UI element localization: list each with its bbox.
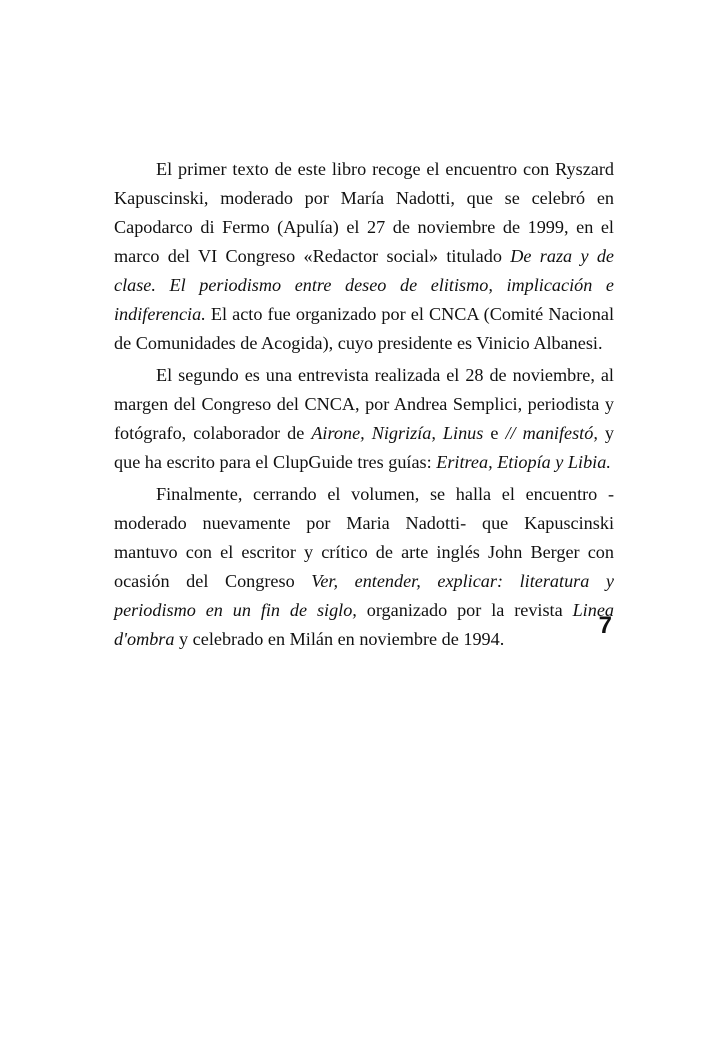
italic-text-run: Ver, entender, explicar: literatura y periodismo en un fin de siglo, xyxy=(114,571,614,620)
italic-text-run: Eritrea, Etiopía y Libia. xyxy=(436,452,611,472)
text-run: El acto fue organizado por el CNCA (Comité Nacional de Comunidades de Acogida), cuyo presidente es Vinicio Albanesi. xyxy=(114,304,614,353)
page-number: 7 xyxy=(598,612,612,639)
italic-text-run: Airone, Nigrizía, Linus xyxy=(311,423,484,443)
paragraph-1 xyxy=(114,155,614,358)
italic-text-run: De raza y de clase. El periodismo entre deseo de elitismo, implicación e indiferencia. xyxy=(114,246,614,324)
text-run: El primer texto de este libro recoge el encuentro con Ryszard Kapuscinski, moderado por María Nadotti, que se celebró en Capodarco di Fermo (Apulía) el 27 de noviembre de 1999, en el marco del VI Congreso «Redactor social» titulado xyxy=(114,159,614,266)
paragraph-2 xyxy=(114,361,614,477)
text-run: e xyxy=(483,423,506,443)
text-run: organizado por la revista xyxy=(356,600,573,620)
paragraph-3 xyxy=(114,480,614,654)
italic-text-run: // manifestó, xyxy=(505,423,598,443)
body-text xyxy=(114,155,614,654)
text-run: y celebrado en Milán en noviembre de 1994. xyxy=(174,629,505,649)
italic-text-run: Linea d'ombra xyxy=(114,600,614,649)
text-run: Finalmente, cerrando el volumen, se halla el encuentro -moderado nuevamente por Maria Nadotti- que Kapuscinski mantuvo con el escritor y crítico de arte inglés John Berger con ocasión del Congreso xyxy=(114,484,614,591)
text-run: El segundo es una entrevista realizada el 28 de noviembre, al margen del Congreso del CNCA, por Andrea Semplici, periodista y fotógrafo, colaborador de xyxy=(114,365,614,443)
text-run: y que ha escrito para el ClupGuide tres guías: xyxy=(114,423,614,472)
